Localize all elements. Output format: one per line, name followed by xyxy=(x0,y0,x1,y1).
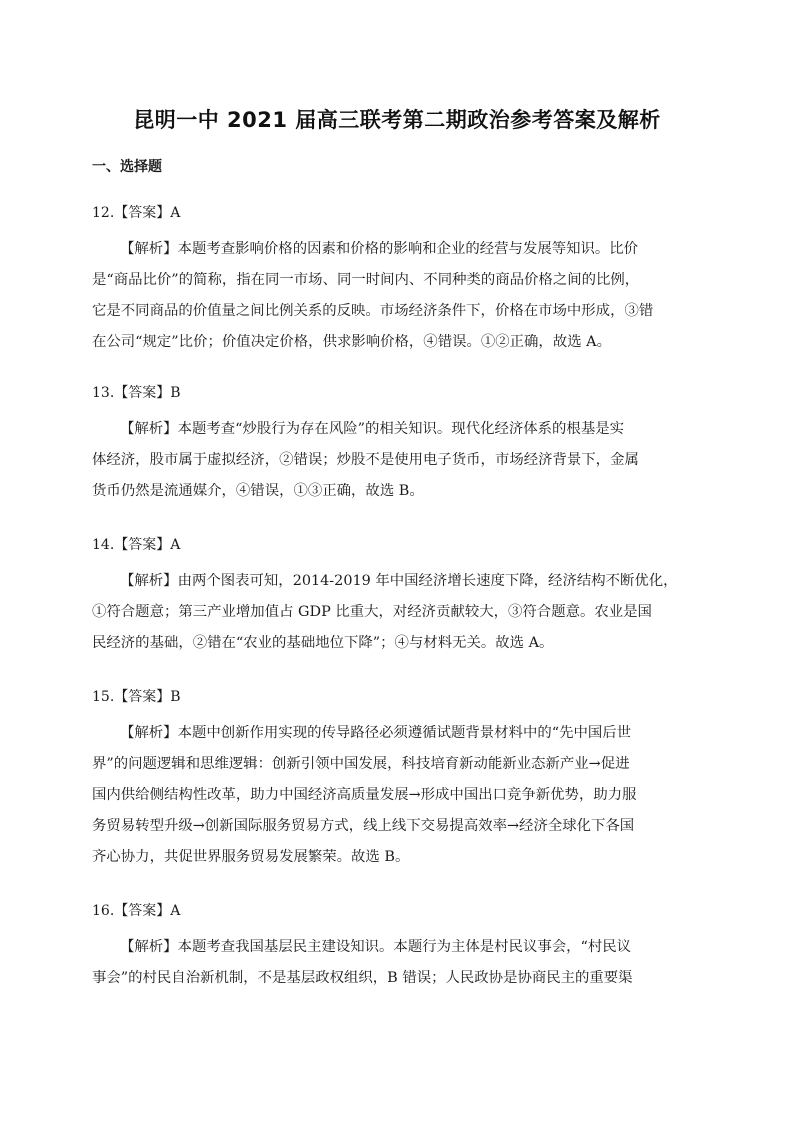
explanation-line: 它是不同商品的价值量之间比例关系的反映。市场经济条件下，价格在市场中形成，③错 xyxy=(92,303,654,319)
explanation-12 xyxy=(92,234,704,358)
section-heading: 一、选择题 xyxy=(92,159,162,175)
explanation-line: 界”的问题逻辑和思维逻辑：创新引领中国发展，科技培育新动能新业态新产业→促进 xyxy=(92,756,630,772)
answer-label-13: 13.【答案】B xyxy=(92,385,181,401)
explanation-line: 在公司“规定”比价；价值决定价格，供求影响价格，④错误。①②正确，故选 A。 xyxy=(92,334,611,350)
explanation-line: 货币仍然是流通媒介，④错误，①③正确，故选 B。 xyxy=(92,483,424,499)
page-title: 昆明一中 2021 届高三联考第二期政治参考答案及解析 xyxy=(133,108,661,132)
explanation-line: 【解析】本题中创新作用实现的传导路径必须遵循试题背景材料中的“先中国后世 xyxy=(120,725,632,741)
explanation-line: 民经济的基础，②错在“农业的基础地位下降”；④与材料无关。故选 A。 xyxy=(92,635,554,651)
explanation-line: ①符合题意；第三产业增加值占 GDP 比重大，对经济贡献较大，③符合题意。农业是国 xyxy=(92,604,652,620)
explanation-line: 事会”的村民自治新机制，不是基层政权组织，B 错误；人民政协是协商民主的重要渠 xyxy=(92,970,633,986)
explanation-line: 齐心协力，共促世界服务贸易发展繁荣。故选 B。 xyxy=(92,849,410,865)
explanation-15 xyxy=(92,718,704,873)
answer-label-12: 12.【答案】A xyxy=(92,205,181,221)
answer-label-14: 14.【答案】A xyxy=(92,537,181,553)
explanation-line: 务贸易转型升级→创新国际服务贸易方式，线上线下交易提高效率→经济全球化下各国 xyxy=(92,818,635,834)
explanation-line: 【解析】本题考查影响价格的因素和价格的影响和企业的经营与发展等知识。比价 xyxy=(120,241,639,257)
explanation-16 xyxy=(92,932,704,994)
explanation-14 xyxy=(92,566,704,659)
explanation-line: 国内供给侧结构性改革，助力中国经济高质量发展→形成中国出口竞争新优势，助力服 xyxy=(92,787,637,803)
explanation-line: 【解析】由两个图表可知，2014-2019 年中国经济增长速度下降，经济结构不断优化， xyxy=(120,573,678,589)
explanation-13 xyxy=(92,414,704,507)
explanation-line: 体经济，股市属于虚拟经济，②错误；炒股不是使用电子货币，市场经济背景下，金属 xyxy=(92,452,639,468)
answer-label-15: 15.【答案】B xyxy=(92,689,181,705)
explanation-line: 【解析】本题考查我国基层民主建设知识。本题行为主体是村民议事会，“村民议 xyxy=(120,939,632,955)
explanation-line: 是“商品比价”的简称，指在同一市场、同一时间内、不同种类的商品价格之间的比例， xyxy=(92,272,640,288)
explanation-line: 【解析】本题考查“炒股行为存在风险”的相关知识。现代化经济体系的根基是实 xyxy=(120,421,624,437)
answer-label-16: 16.【答案】A xyxy=(92,903,181,919)
